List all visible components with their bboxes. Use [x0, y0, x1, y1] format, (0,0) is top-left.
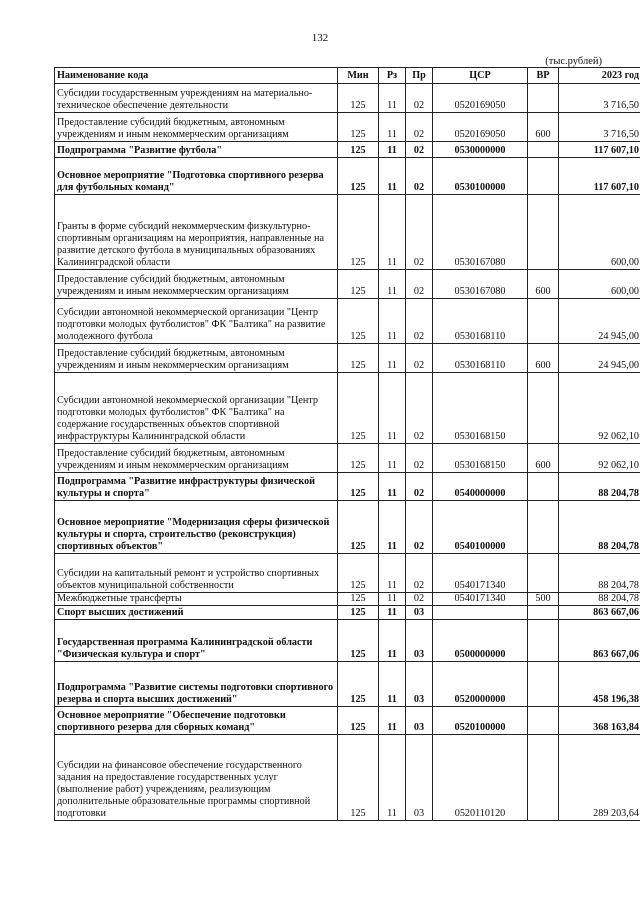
- table-row: [55, 606, 640, 620]
- cell-csr: 0530168110: [433, 344, 528, 373]
- cell-sum: 117 607,10: [559, 142, 640, 158]
- cell-pr: 02: [406, 113, 433, 142]
- cell-vr: [528, 662, 559, 707]
- col-header-name: Наименование кода: [55, 68, 338, 84]
- cell-name: Предоставление субсидий бюджетным, автономным учреждениям и иным некоммерческим организациям: [55, 113, 338, 142]
- cell-min: 125: [338, 195, 379, 270]
- cell-vr: [528, 473, 559, 501]
- cell-csr: 0540000000: [433, 473, 528, 501]
- cell-min: 125: [338, 373, 379, 444]
- cell-vr: [528, 158, 559, 195]
- table-row: [55, 662, 640, 707]
- cell-name: Основное мероприятие "Обеспечение подготовки спортивного резерва для сборных команд": [55, 707, 338, 735]
- page-number: 132: [311, 32, 329, 44]
- cell-pr: 02: [406, 444, 433, 473]
- cell-pr: 02: [406, 195, 433, 270]
- cell-pr: 02: [406, 593, 433, 606]
- cell-pr: 02: [406, 84, 433, 113]
- cell-pr: 03: [406, 735, 433, 821]
- cell-min: 125: [338, 554, 379, 593]
- cell-min: 125: [338, 473, 379, 501]
- cell-pr: 03: [406, 662, 433, 707]
- cell-name: Предоставление субсидий бюджетным, автономным учреждениям и иным некоммерческим организациям: [55, 444, 338, 473]
- cell-rz: 11: [379, 620, 406, 662]
- table-row: [55, 473, 640, 501]
- cell-name: Гранты в форме субсидий некоммерческим физкультурно-спортивным организациям на мероприятия, направленные на развитие детского футбола в муниципальных образованиях Калининградской области: [55, 195, 338, 270]
- cell-pr: 02: [406, 158, 433, 195]
- table-row: [55, 299, 640, 344]
- table-row: [55, 735, 640, 821]
- cell-sum: 88 204,78: [559, 593, 640, 606]
- cell-name: Подпрограмма "Развитие системы подготовки спортивного резерва и спорта высших достижений": [55, 662, 338, 707]
- cell-rz: 11: [379, 444, 406, 473]
- cell-csr: 0540171340: [433, 554, 528, 593]
- cell-csr: 0520100000: [433, 707, 528, 735]
- cell-csr: 0540100000: [433, 501, 528, 554]
- cell-rz: 11: [379, 735, 406, 821]
- cell-rz: 11: [379, 707, 406, 735]
- cell-rz: 11: [379, 195, 406, 270]
- cell-min: 125: [338, 84, 379, 113]
- cell-name: Государственная программа Калининградской области "Физическая культура и спорт": [55, 620, 338, 662]
- cell-sum: 92 062,10: [559, 444, 640, 473]
- cell-vr: [528, 707, 559, 735]
- cell-vr: [528, 142, 559, 158]
- cell-sum: 600,00: [559, 270, 640, 299]
- cell-sum: 3 716,50: [559, 84, 640, 113]
- cell-sum: 88 204,78: [559, 554, 640, 593]
- cell-name: Предоставление субсидий бюджетным, автономным учреждениям и иным некоммерческим организациям: [55, 344, 338, 373]
- cell-sum: 368 163,84: [559, 707, 640, 735]
- cell-csr: 0520110120: [433, 735, 528, 821]
- cell-min: 125: [338, 662, 379, 707]
- table-row: [55, 195, 640, 270]
- cell-vr: 600: [528, 444, 559, 473]
- cell-csr: 0530168150: [433, 373, 528, 444]
- cell-sum: 289 203,64: [559, 735, 640, 821]
- cell-csr: 0530000000: [433, 142, 528, 158]
- cell-min: 125: [338, 158, 379, 195]
- table-row: [55, 344, 640, 373]
- cell-rz: 11: [379, 113, 406, 142]
- cell-vr: [528, 299, 559, 344]
- cell-vr: 600: [528, 344, 559, 373]
- cell-sum: 92 062,10: [559, 373, 640, 444]
- table-row: [55, 373, 640, 444]
- cell-csr: 0530167080: [433, 270, 528, 299]
- cell-vr: [528, 84, 559, 113]
- cell-min: 125: [338, 344, 379, 373]
- cell-vr: [528, 195, 559, 270]
- cell-csr: 0530100000: [433, 158, 528, 195]
- col-header-rz: Рз: [379, 68, 406, 84]
- cell-min: 125: [338, 444, 379, 473]
- table-body: [55, 84, 640, 821]
- cell-pr: 02: [406, 554, 433, 593]
- cell-name: Основное мероприятие "Модернизация сферы физической культуры и спорта, строительство (реконструкция) спортивных объектов": [55, 501, 338, 554]
- budget-table: [54, 67, 640, 821]
- cell-min: 125: [338, 707, 379, 735]
- cell-name: Субсидии автономной некоммерческой организации "Центр подготовки молодых футболистов" ФК "Балтика" на развитие молодежного футбола: [55, 299, 338, 344]
- cell-name: Субсидии на капитальный ремонт и устройство спортивных объектов муниципальной собственности: [55, 554, 338, 593]
- col-header-min: Мин: [338, 68, 379, 84]
- cell-csr: 0520169050: [433, 113, 528, 142]
- cell-sum: 88 204,78: [559, 501, 640, 554]
- cell-rz: 11: [379, 593, 406, 606]
- table-row: [55, 142, 640, 158]
- cell-vr: [528, 735, 559, 821]
- cell-rz: 11: [379, 270, 406, 299]
- cell-pr: 02: [406, 270, 433, 299]
- cell-min: 125: [338, 113, 379, 142]
- cell-pr: 02: [406, 501, 433, 554]
- cell-pr: 03: [406, 707, 433, 735]
- cell-sum: 88 204,78: [559, 473, 640, 501]
- cell-name: Основное мероприятие "Подготовка спортивного резерва для футбольных команд": [55, 158, 338, 195]
- cell-rz: 11: [379, 662, 406, 707]
- table-row: [55, 158, 640, 195]
- cell-min: 125: [338, 620, 379, 662]
- cell-sum: 24 945,00: [559, 344, 640, 373]
- cell-rz: 11: [379, 84, 406, 113]
- cell-rz: 11: [379, 501, 406, 554]
- table-row: [55, 270, 640, 299]
- cell-min: 125: [338, 593, 379, 606]
- cell-min: 125: [338, 735, 379, 821]
- cell-name: Межбюджетные трансферты: [55, 593, 338, 606]
- cell-sum: 863 667,06: [559, 620, 640, 662]
- cell-sum: 600,00: [559, 195, 640, 270]
- cell-min: 125: [338, 606, 379, 620]
- cell-name: Субсидии на финансовое обеспечение государственного задания на предоставление государственных услуг (выполнение работ) учреждениям, реализующим дополнительные образовательные программы спортивной подготовки: [55, 735, 338, 821]
- cell-rz: 11: [379, 373, 406, 444]
- cell-name: Субсидии государственным учреждениям на материально-техническое обеспечение деятельности: [55, 84, 338, 113]
- cell-sum: 863 667,06: [559, 606, 640, 620]
- cell-min: 125: [338, 299, 379, 344]
- cell-csr: 0530168110: [433, 299, 528, 344]
- col-header-vr: ВР: [528, 68, 559, 84]
- table-row: [55, 554, 640, 593]
- cell-sum: 24 945,00: [559, 299, 640, 344]
- cell-rz: 11: [379, 142, 406, 158]
- col-header-csr: ЦСР: [433, 68, 528, 84]
- cell-csr: 0520000000: [433, 662, 528, 707]
- units-label: (тыс.рублей): [545, 56, 602, 67]
- cell-name: Подпрограмма "Развитие инфраструктуры физической культуры и спорта": [55, 473, 338, 501]
- cell-csr: 0520169050: [433, 84, 528, 113]
- table-row: [55, 444, 640, 473]
- cell-rz: 11: [379, 299, 406, 344]
- cell-rz: 11: [379, 554, 406, 593]
- cell-pr: 02: [406, 142, 433, 158]
- table-row: [55, 113, 640, 142]
- cell-csr: 0500000000: [433, 620, 528, 662]
- cell-sum: 458 196,38: [559, 662, 640, 707]
- table-header-row: [55, 68, 640, 84]
- cell-rz: 11: [379, 344, 406, 373]
- cell-min: 125: [338, 270, 379, 299]
- col-header-pr: Пр: [406, 68, 433, 84]
- cell-name: Предоставление субсидий бюджетным, автономным учреждениям и иным некоммерческим организациям: [55, 270, 338, 299]
- cell-rz: 11: [379, 473, 406, 501]
- cell-csr: 0530167080: [433, 195, 528, 270]
- cell-vr: 600: [528, 270, 559, 299]
- cell-name: Подпрограмма "Развитие футбола": [55, 142, 338, 158]
- cell-name: Субсидии автономной некоммерческой организации "Центр подготовки молодых футболистов" ФК "Балтика" на содержание государственных объектов спортивной инфраструктуры Калининградской области: [55, 373, 338, 444]
- cell-vr: [528, 554, 559, 593]
- cell-vr: 600: [528, 113, 559, 142]
- table-row: [55, 620, 640, 662]
- cell-name: Спорт высших достижений: [55, 606, 338, 620]
- cell-vr: [528, 501, 559, 554]
- cell-pr: 02: [406, 473, 433, 501]
- table-row: [55, 501, 640, 554]
- cell-pr: 02: [406, 299, 433, 344]
- cell-min: 125: [338, 142, 379, 158]
- table-row: [55, 593, 640, 606]
- cell-pr: 03: [406, 606, 433, 620]
- cell-csr: 0540171340: [433, 593, 528, 606]
- cell-vr: [528, 606, 559, 620]
- cell-vr: [528, 620, 559, 662]
- cell-pr: 02: [406, 344, 433, 373]
- cell-pr: 02: [406, 373, 433, 444]
- cell-sum: 117 607,10: [559, 158, 640, 195]
- table-row: [55, 84, 640, 113]
- cell-sum: 3 716,50: [559, 113, 640, 142]
- cell-rz: 11: [379, 158, 406, 195]
- cell-vr: [528, 373, 559, 444]
- cell-min: 125: [338, 501, 379, 554]
- cell-csr: 0530168150: [433, 444, 528, 473]
- col-header-year: 2023 год: [559, 68, 640, 84]
- cell-pr: 03: [406, 620, 433, 662]
- cell-vr: 500: [528, 593, 559, 606]
- cell-rz: 11: [379, 606, 406, 620]
- cell-csr: [433, 606, 528, 620]
- table-row: [55, 707, 640, 735]
